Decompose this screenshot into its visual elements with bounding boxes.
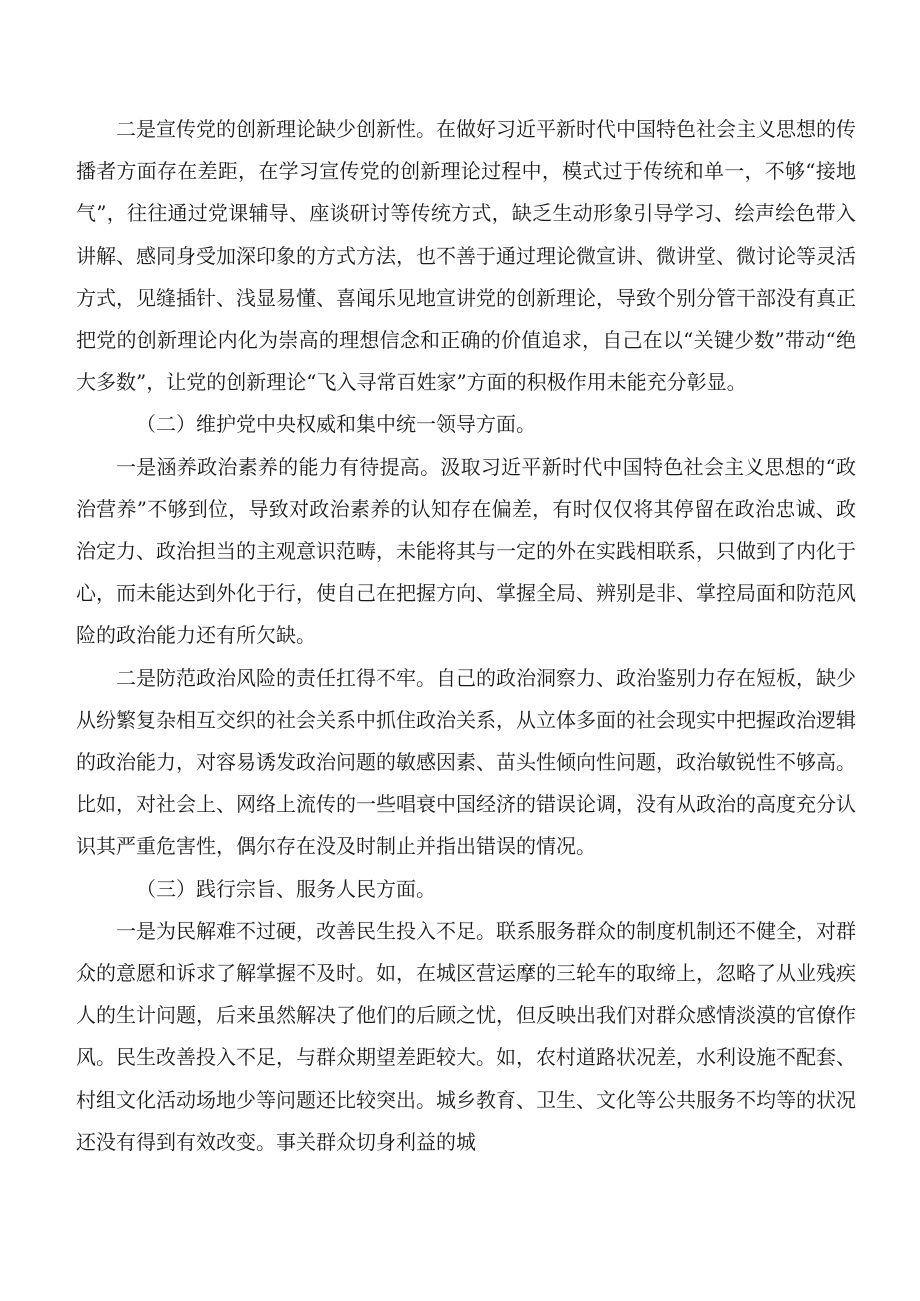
document-page — [76, 108, 856, 1163]
paragraph-propaganda-innovation: 二是宣传党的创新理论缺少创新性。在做好习近平新时代中国特色社会主义思想的传播者方面存在差距，在学习宣传党的创新理论过程中，模式过于传统和单一，不够“接地气”，往往通过党课辅导、座谈研讨等传统方式，缺乏生动形象引导学习、绘声绘色带入讲解、感同身受加深印象的方式方法，也不善于通过理论微宣讲、微讲堂、微讨论等灵活方式，见缝插针、浅显易懂、喜闻乐见地宣讲党的创新理论，导致个别分管干部没有真正把党的创新理论内化为崇高的理想信念和正确的价值追求，自己在以“关键少数”带动“绝大多数”，让党的创新理论“飞入寻常百姓家”方面的积极作用未能充分彰显。 — [76, 117, 856, 395]
paragraph-political-risk: 二是防范政治风险的责任扛得不牢。自己的政治洞察力、政治鉴别力存在短板，缺少从纷繁复杂相互交织的社会关系中抓住政治关系，从立体多面的社会现实中把握政治逻辑的政治能力，对容易诱发政治问题的敏感因素、苗头性倾向性问题，政治敏锐性不够高。比如，对社会上、网络上流传的一些唱衰中国经济的错误论调，没有从政治的高度充分认识其严重危害性，偶尔存在没及时制止并指出错误的情况。 — [76, 665, 856, 859]
section-heading-central-authority: （二）维护党中央权威和集中统一领导方面。 — [136, 412, 536, 437]
paragraph-political-literacy: 一是涵养政治素养的能力有待提高。汲取习近平新时代中国特色社会主义思想的“政治营养”不够到位，导致对政治素养的认知存在偏差，有时仅仅将其停留在政治忠诚、政治定力、政治担当的主观意识范畴，未能将其与一定的外在实践相联系，只做到了内化于心，而未能达到外化于行，使自己在把握方向、掌握全局、辨别是非、掌控局面和防范风险的政治能力还有所欠缺。 — [76, 454, 856, 648]
paragraph-livelihood: 一是为民解难不过硬，改善民生投入不足。联系服务群众的制度机制还不健全，对群众的意愿和诉求了解掌握不及时。如，在城区营运摩的三轮车的取缔上，忽略了从业残疾人的生计问题，后来虽然解决了他们的后顾之忧，但反映出我们对群众感情淡漠的官僚作风。民生改善投入不足，与群众期望差距较大。如，农村道路状况差，水利设施不配套、村组文化活动场地少等问题还比较突出。城乡教育、卫生、文化等公共服务不均等的状况还没有得到有效改变。事关群众切身利益的城 — [76, 918, 856, 1154]
section-heading-serve-people: （三）践行宗旨、服务人民方面。 — [136, 876, 436, 901]
